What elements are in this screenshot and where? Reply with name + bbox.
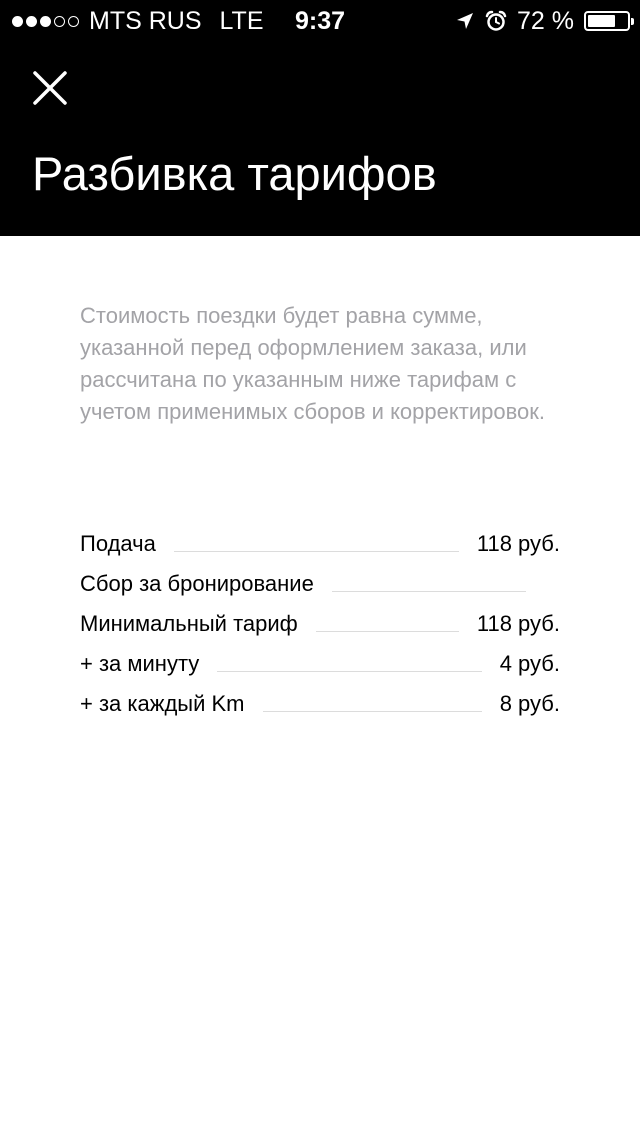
fare-value: 4 руб. (499, 651, 560, 676)
leader-line (332, 591, 526, 592)
fare-label: + за минуту (80, 651, 200, 676)
close-icon (28, 66, 72, 110)
close-button[interactable] (28, 66, 72, 110)
location-arrow-icon (455, 11, 475, 31)
fare-label: Минимальный тариф (80, 611, 298, 636)
battery-icon (584, 11, 630, 31)
fare-row-booking-fee (80, 564, 560, 604)
page-title: Разбивка тарифов (32, 147, 437, 200)
leader-line (263, 711, 482, 712)
fare-description: Стоимость поездки будет равна сумме, указанной перед оформлением заказа, или рассчитана по указанным ниже тарифам с учетом применимых сборов и корректировок. (80, 303, 545, 424)
leader-line (316, 631, 459, 632)
alarm-clock-icon (485, 10, 507, 32)
fare-label: Сбор за бронирование (80, 571, 314, 596)
status-time: 9:37 (294, 7, 346, 35)
fare-value: 118 руб. (476, 531, 560, 556)
status-bar (0, 0, 640, 40)
fare-row-pickup (80, 524, 560, 564)
leader-line (217, 671, 481, 672)
fare-list (80, 524, 560, 724)
fare-value: 118 руб. (476, 611, 560, 636)
fare-row-per-minute (80, 644, 560, 684)
fare-label: + за каждый Km (80, 691, 245, 716)
fare-row-minimum (80, 604, 560, 644)
network-type: LTE (219, 6, 264, 35)
header (0, 0, 640, 236)
fare-row-per-km (80, 684, 560, 724)
carrier-name: MTS RUS (89, 6, 202, 35)
battery-fill (588, 15, 615, 27)
leader-line (174, 551, 459, 552)
battery-tip (631, 18, 634, 25)
fare-label: Подача (80, 531, 156, 556)
battery-percent: 72 % (517, 6, 574, 35)
status-right (455, 6, 630, 36)
fare-value: 8 руб. (499, 691, 560, 716)
